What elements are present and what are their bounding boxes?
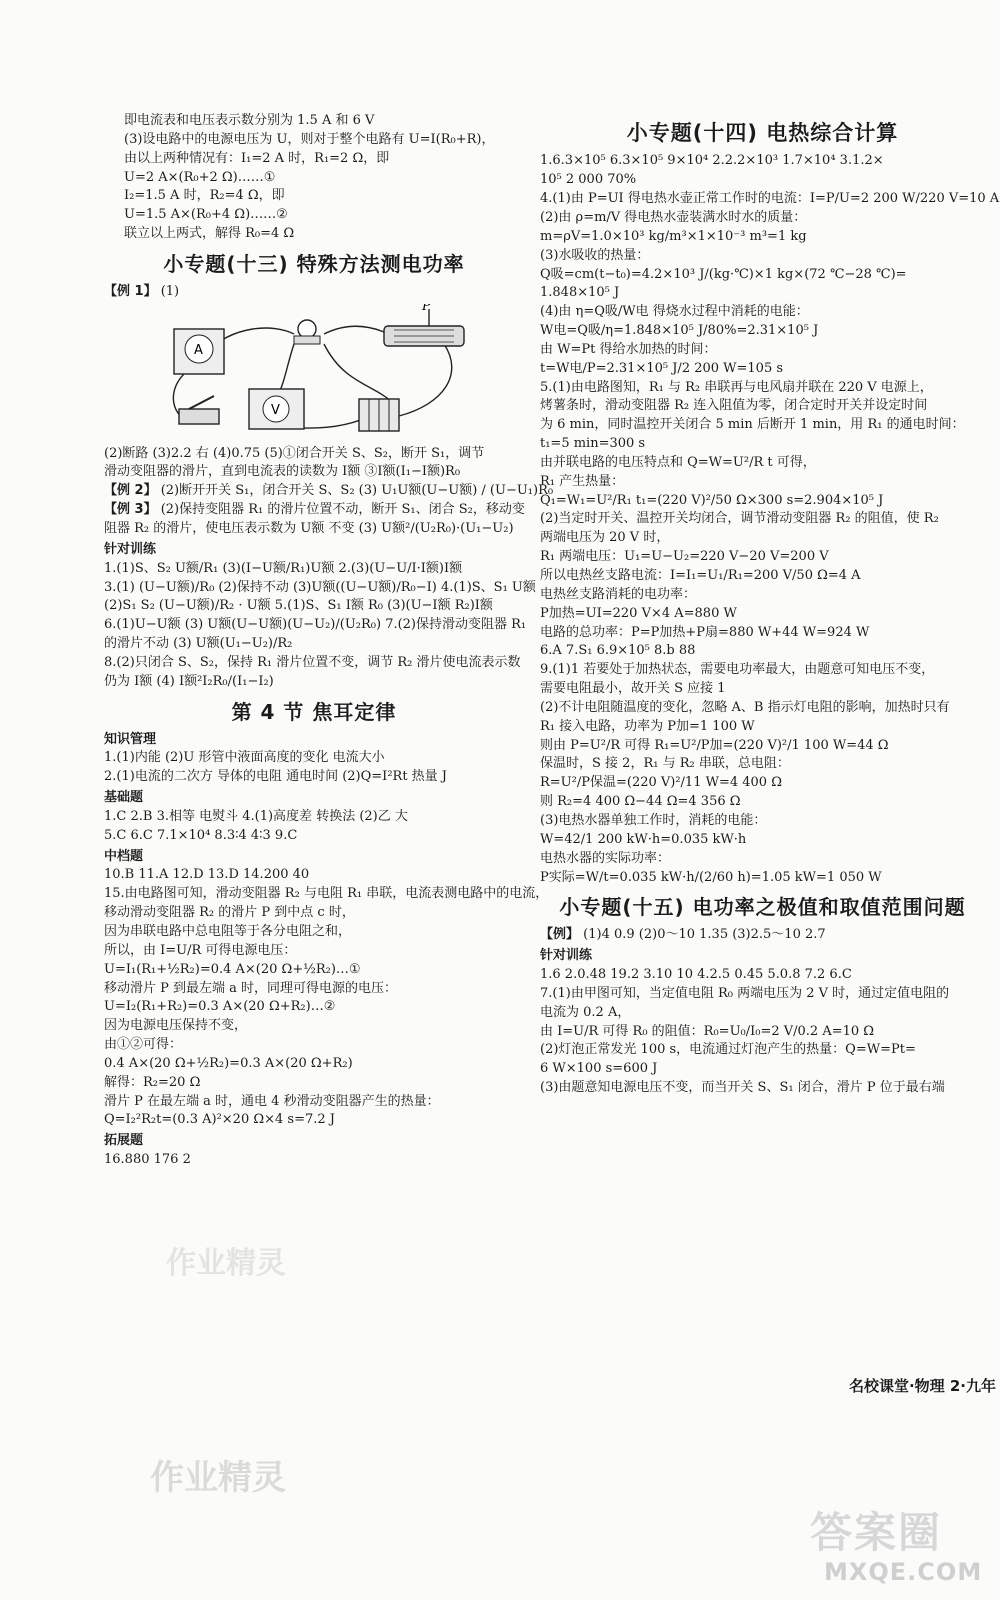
text-line: 滑动变阻器的滑片，直到电流表的读数为 I额 ③I额(I₁−I额)R₀ [104,464,461,480]
page-footer: 名校课堂·物理 2·九年 [848,1377,996,1395]
svg-text:A: A [194,342,203,358]
text-line: Q=I₂²R₂t=(0.3 A)²×20 Ω×4 s=7.2 J [104,1112,335,1128]
rheostat-icon [384,304,464,346]
text-line: (2)S₁ S₂ (U−U额)/R₂ · U额 5.(1)S、S₁ I额 R₀ (3)(U−I额 R₂)I额 [104,598,493,614]
text-line: 5.C 6.C 7.1×10⁴ 8.3∶4 4∶3 9.C [104,827,298,843]
text-line: 则由 P=U²/R 可得 R₁=U²/P加=(220 V)²/1 100 W=44 Ω [540,737,889,753]
text-line: W电=Q吸/η=1.848×10⁵ J/80%=2.31×10⁵ J [540,323,819,339]
text-line: 15.由电路图可知，滑动变阻器 R₂ 与电阻 R₁ 串联，电流表测电路中的电流， [104,886,549,902]
text-line: 滑片 P 在最左端 a 时，通电 4 秒滑动变阻器产生的热量： [104,1093,440,1109]
text-line: 3.(1) (U−U额)/R₀ (2)保持不动 (3)U额((U−U额)/R₀−I) 4.(1)S、S₁ U额 [104,579,536,595]
left-column [104,112,554,1170]
text-line: 2.(1)电流的二次方 导体的电阻 通电时间 (2)Q=I²Rt 热量 J [104,769,448,785]
text-line: 为 6 min，同时温控开关闭合 5 min 后断开 1 min，用 R₁ 的通电时间： [540,417,965,433]
text-line: 1.(1)S、S₂ U额/R₁ (3)(I−U额/R₁)U额 2.(3)(U−U/I·I额)I额 [104,560,463,576]
subheading: 中档题 [104,848,144,864]
text-line: 由①②可得： [104,1037,183,1053]
section-title: 小专题(十五) 电功率之极值和取值范围问题 [559,895,966,920]
text-line: (3)设电路中的电源电压为 U，则对于整个电路有 U=I(R₀+R)， [124,131,495,147]
text-line: 电路的总功率：P=P加热+P扇=880 W+44 W=924 W [540,624,870,640]
text-line: 0.4 A×(20 Ω+½R₂)=0.3 A×(20 Ω+R₂) [104,1055,353,1071]
text-line: t=W电/P=2.31×10⁵ J/2 200 W=105 s [540,360,784,376]
text-line: 10.B 11.A 12.D 13.D 14.200 40 [104,867,310,883]
example-3 [104,501,524,520]
text-line: 由 I=U/R 可得 R₀ 的阻值：R₀=U₀/I₀=2 V/0.2 A=10 Ω [540,1023,875,1039]
text-line: I₂=1.5 A 时，R₂=4 Ω，即 [124,188,285,204]
text-line: (2)灯泡正常发光 100 s，电流通过灯泡产生的热量：Q=W=Pt= [540,1042,916,1058]
text-line: 移动滑片 P 到最左端 a 时，同理可得电源的电压： [104,980,398,996]
text-line: 因为串联电路中总电阻等于各分电阻之和， [104,924,352,939]
text-line: m=ρV=1.0×10³ kg/m³×1×10⁻³ m³=1 kg [540,228,807,244]
text-line: 1.6 2.0.48 19.2 3.10 10 4.2.5 0.45 5.0.8 7.2 6.C [540,967,852,983]
example-label: 【例 2】 [104,483,157,499]
text-line: 烤薯条时，滑动变阻器 R₂ 连入阻值为零，闭合定时开关并设定时间 [540,398,928,414]
text-line: (3)电热水器单独工作时，消耗的电能： [540,812,767,828]
text-line: 仍为 I额 (4) I额²I₂R₀/(I₁−I₂) [104,673,274,689]
text-line: (2)由 ρ=m/V 得电热水壶装满水时水的质量： [540,209,807,225]
text-line: 即电流表和电压表示数分别为 1.5 A 和 6 V [124,113,375,128]
text-line: 10⁵ 2 000 70% [540,172,637,188]
voltmeter-icon [249,389,304,429]
right-column [540,112,1000,1098]
text-line: 9.(1)1 若要处于加热状态，需要电功率最大，由题意可知电压不变， [540,662,935,678]
section-title: 小专题(十四) 电热综合计算 [626,121,899,145]
text-line: R₁ 两端电压：U₁=U−U₂=220 V−20 V=200 V [540,549,829,565]
text-line: 的滑片不动 (3) U额(U₁−U₂)/R₂ [104,636,293,652]
text-line: 8.(2)只闭合 S、S₂，保持 R₁ 滑片位置不变，调节 R₂ 滑片使电流表示数 [104,654,521,670]
text-line: 1.848×10⁵ J [540,285,620,301]
text-line: 保温时，S 接 2，R₁ 与 R₂ 串联，总电阻： [540,756,790,772]
subheading: 针对训练 [104,541,157,557]
logo-text: 答案圈 [810,1508,943,1557]
logo-url: MXQE.COM [824,1558,983,1586]
text-line: 1.C 2.B 3.相等 电熨斗 4.(1)高度差 转换法 (2)乙 大 [104,808,408,824]
text-line: 电流为 0.2 A， [540,1004,631,1020]
text-line: 电热丝支路消耗的电功率： [540,586,697,602]
text-line: 由 W=Pt 得给水加热的时间： [540,341,717,357]
text-line: 则 R₂=4 400 Ω−44 Ω=4 356 Ω [540,794,741,810]
text-line: 6.(1)U−U额 (3) U额(U−U额)(U−U₂)/(U₂R₀) 7.(2)保持滑动变阻器 R₁ [104,617,527,633]
subheading: 基础题 [104,790,144,806]
text-line: (2)当定时开关、温控开关均闭合，调节滑动变阻器 R₂ 的阻值，使 R₂ [540,511,939,527]
example-label: 【例】 [540,927,580,943]
example-label: 【例 1】 [104,283,157,299]
circuit-diagram [144,304,474,434]
text-line: 16.880 176 2 [104,1152,191,1168]
text-line: P实际=W/t=0.035 kW·h/(2/60 h)=1.05 kW=1 050 W [540,869,882,885]
example-text: (1)4 0.9 (2)0～10 1.35 (3)2.5～10 2.7 [583,927,826,943]
text-line: 移动滑动变阻器 R₂ 的滑片 P 到中点 c 时， [104,905,355,921]
text-line: 因为电源电压保持不变， [104,1018,248,1034]
text-line: U=I₁(R₁+½R₂)=0.4 A×(20 Ω+½R₂)…① [104,961,361,977]
text-line: 两端电压为 20 V 时， [540,530,670,546]
text-line: 5.(1)由电路图知，R₁ 与 R₂ 串联再与电风扇并联在 220 V 电源上， [540,379,933,395]
subheading: 拓展题 [104,1133,144,1149]
subheading: 知识管理 [104,731,157,747]
text-line: 由并联电路的电压特点和 Q=W=U²/R t 可得， [540,454,816,470]
svg-text:V: V [271,402,280,418]
text-line: 由以上两种情况有：I₁=2 A 时，R₁=2 Ω，即 [124,150,390,166]
text-line: R₁ 产生热量： [540,473,625,489]
subheading: 针对训练 [540,948,593,964]
bulb-icon [294,320,320,344]
section-title: 第 4 节 焦耳定律 [231,699,397,724]
site-logo [810,1500,990,1595]
text-line: 所以电热丝支路电流：I=I₁=U₁/R₁=200 V/50 Ω=4 A [540,568,861,583]
example-2 [104,482,554,501]
watermark: 作业精灵 [150,1458,286,1498]
svg-text:P: P [422,303,431,314]
text-line: U=2 A×(R₀+2 Ω)……① [124,169,276,185]
text-line: Q吸=cm(t−t₀)=4.2×10³ J/(kg·℃)×1 kg×(72 ℃−28 ℃)= [540,266,907,282]
example-text: (2)断开开关 S₁，闭合开关 S、S₂ (3) U₁U额(U−U额) / (U−U₁)R₀ [160,483,554,499]
text-line: W=42/1 200 kW·h=0.035 kW·h [540,831,747,847]
battery-icon [359,399,399,431]
text-line: R=U²/P保温=(220 V)²/11 W=4 400 Ω [540,775,782,791]
section-title: 小专题(十三) 特殊方法测电功率 [163,251,465,276]
text-line: Q₁=W₁=U²/R₁ t₁=(220 V)²/50 Ω×300 s=2.904×10⁵ J [540,492,884,508]
text-line: (4)由 η=Q吸/W电 得烧水过程中消耗的电能： [540,304,809,320]
text-line: 1.6.3×10⁵ 6.3×10⁵ 9×10⁴ 2.2.2×10³ 1.7×10⁴ 3.1.2× [540,153,884,169]
text-line: U=I₂(R₁+R₂)=0.3 A×(20 Ω+R₂)…② [104,999,336,1015]
text-line: (2)断路 (3)2.2 右 (4)0.75 (5)①闭合开关 S、S₂，断开 S₁，调节 [104,445,485,461]
text-line: U=1.5 A×(R₀+4 Ω)……② [124,207,288,223]
example-1 [104,283,524,302]
example [540,926,985,945]
ammeter-icon [174,329,224,374]
text-line: 解得：R₂=20 Ω [104,1074,201,1090]
text-line: 阻器 R₂ 的滑片，使电压表示数为 U额 不变 (3) U额²/(U₂R₀)·(U₁−U₂) [104,520,514,536]
text-line: 需要电阻最小，故开关 S 应接 1 [540,681,726,697]
text-line: 6 W×100 s=600 J [540,1061,658,1077]
text-line: (3)由题意知电源电压不变，而当开关 S、S₁ 闭合，滑片 P 位于最右端 [540,1080,945,1096]
text-line: 4.(1)由 P=UI 得电热水壶正常工作时的电流：I=P/U=2 200 W/220 V=10 A [540,191,1000,207]
text-line: R₁ 接入电路，功率为 P加=1 100 W [540,718,755,734]
switch-icon [179,396,219,424]
text-line: 6.A 7.S₁ 6.9×10⁵ 8.b 88 [540,643,696,659]
text-line: P加热=UI=220 V×4 A=880 W [540,605,737,621]
text-line: (3)水吸收的热量： [540,247,650,263]
text-line: (2)不计电阻随温度的变化，忽略 A、B 指示灯电阻的影响，加热时只有 [540,699,950,715]
text-line: 7.(1)由甲图可知，当定值电阻 R₀ 两端电压为 2 V 时，通过定值电阻的 [540,985,950,1001]
text-line: 所以，由 I=U/R 可得电源电压： [104,942,297,958]
text-line: 电热水器的实际功率： [540,850,671,866]
text-line: 联立以上两式，解得 R₀=4 Ω [124,226,295,242]
example-label: 【例 3】 [104,502,157,518]
example-text: (1) [160,283,180,299]
text-line: t₁=5 min=300 s [540,436,646,452]
watermark: 作业精灵 [166,1246,286,1281]
text-line: 1.(1)内能 (2)U 形管中液面高度的变化 电流大小 [104,750,385,766]
example-text: (2)保持变阻器 R₁ 的滑片位置不动，断开 S₁、闭合 S₂，移动变 [160,502,525,518]
